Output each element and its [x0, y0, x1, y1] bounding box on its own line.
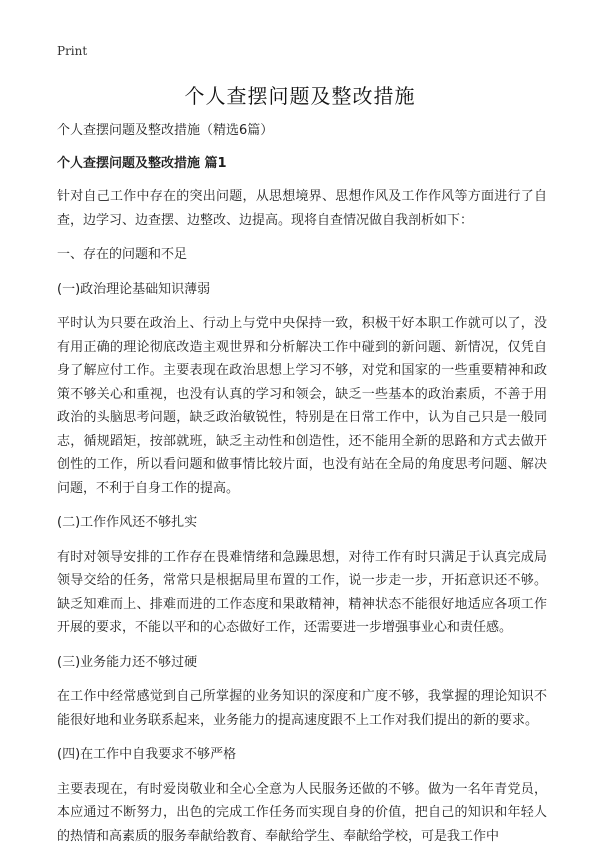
document-body: [57, 119, 547, 859]
paragraph-1: 平时认为只要在政治上、行动上与党中央保持一致，积极干好本职工作就可以了，没有用正确的理论彻底改造主观世界和分析解决工作中碰到的新问题、新情况，仅凭自身了解应付工作。主要表现在政治思想上学习不够，对党和国家的一些重要精神和政策不够关心和重视，也没有认真的学习和领会，缺乏一些基本的政治素质，不善于用政治的头脑思考问题，缺乏政治敏锐性，特别是在日常工作中，认为自己只是一般同志，循规蹈矩，按部就班，缺乏主动性和创造性，还不能用全新的思路和方式去做开创性的工作，所以看问题和做事情比较片面，也没有站在全局的角度思考问题、解决问题，不利于自身工作的提高。: [57, 316, 547, 496]
subheading-2: (二)工作作风还不够扎实: [57, 515, 198, 530]
print-label: Print: [57, 44, 88, 58]
subheading-4: (四)在工作中自我要求不够严格: [57, 747, 237, 762]
paragraph-3: 在工作中经常感觉到自己所掌握的业务知识的深度和广度不够，我掌握的理论知识不能很好地和业务联系起来，业务能力的提高速度跟不上工作对我们提出的新的要求。: [57, 689, 547, 728]
document-title: 个人查摆问题及整改措施: [184, 84, 416, 108]
section-title: 个人查摆问题及整改措施 篇1: [57, 155, 227, 171]
paragraph-2: 有时对领导安排的工作存在畏难情绪和急躁思想，对待工作有时只满足于认真完成局领导交给的任务，常常只是根据局里布置的工作，说一步走一步，开拓意识还不够。缺乏知难而上、排难而进的工作态度和果敢精神，精神状态不能很好地适应各项工作开展的要求，不能以平和的心态做好工作，还需要进一步增强事业心和责任感。: [57, 549, 547, 635]
heading-problems: 一、存在的问题和不足: [57, 247, 188, 262]
paragraph-4: 主要表现在，有时爱岗敬业和全心全意为人民服务还做的不够。做为一名年青党员，本应通过不断努力，出色的完成工作任务而实现自身的价值，把自己的知识和年轻人的热情和高素质的服务奉献给教育、奉献给学生、奉献给学校，可是我工作中: [57, 781, 547, 844]
document-subtitle: 个人查摆问题及整改措施（精选6篇）: [57, 123, 274, 138]
subheading-3: (三)业务能力还不够过硬: [57, 654, 198, 670]
intro-paragraph: 针对自己工作中存在的突出问题，从思想境界、思想作风及工作作风等方面进行了自查，边学习、边查摆、边整改、边提高。现将自查情况做自我剖析如下：: [57, 189, 547, 228]
subheading-1: (一)政治理论基础知识薄弱: [57, 281, 211, 297]
